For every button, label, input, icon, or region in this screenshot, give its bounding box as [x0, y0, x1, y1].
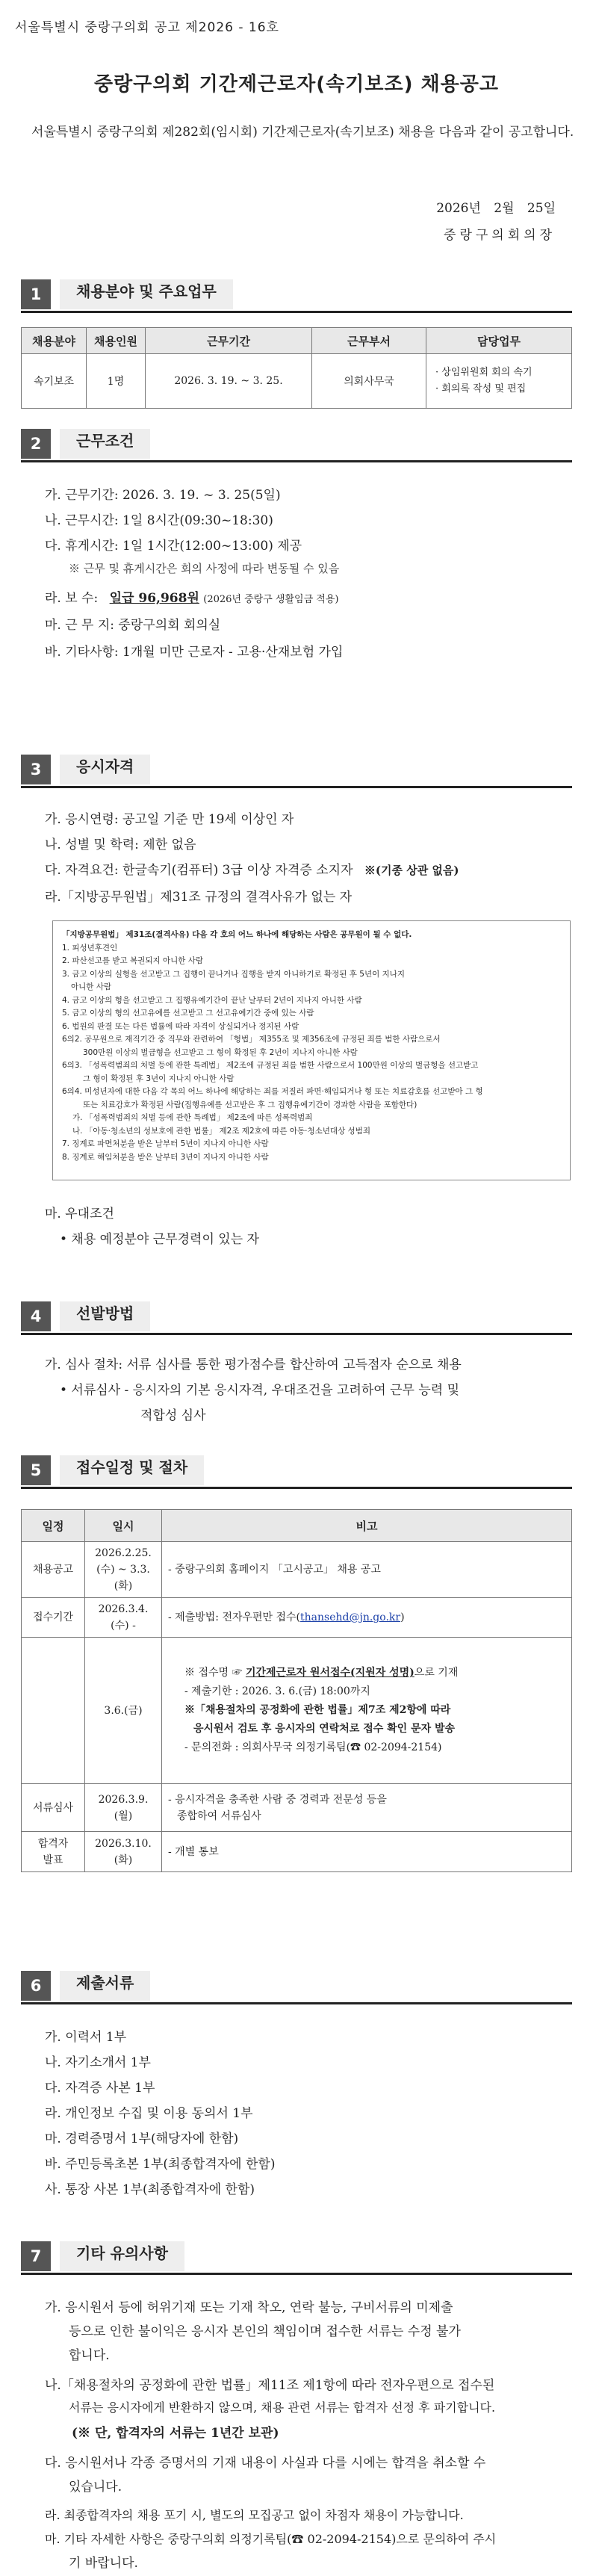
table-row [22, 1598, 572, 1638]
table-cell: 2026.3.10.(화) [85, 1832, 162, 1872]
contact-phone: - 문의전화 : 의회사무국 의정기록팀(☎ 02-2094-2154) [184, 1741, 442, 1753]
box-line: 4. 금고 이상의 형을 선고받고 그 집행유예기간이 끝난 날부터 2년이 지나지 아니한 사람 [62, 995, 362, 1005]
issuer: 중랑구의회의장 [444, 228, 556, 243]
section-divider [21, 1333, 572, 1335]
box-line: 6. 법원의 판결 또는 다른 법률에 따라 자격이 상실되거나 정지된 사람 [62, 1021, 299, 1031]
box-line: 6의3. 「성폭력범죄의 처벌 등에 관한 특례법」 제2조에 규정된 죄를 범한 사람으로서 100만원 이상의 벌금형을 선고받고 [62, 1061, 479, 1070]
section-title: 근무조건 [60, 429, 150, 459]
note-item: 마. 기타 자세한 사항은 중랑구의회 의정기록팀(☎ 02-2094-2154)으로 문의하여 주시 [45, 2532, 497, 2546]
note-item: 라. 최종합격자의 채용 포기 시, 별도의 모집공고 없이 차점자 채용이 가능합니다. [45, 2508, 464, 2522]
box-line: 나. 「아동·청소년의 성보호에 관한 법률」 제2조 제2호에 따른 아동·청소년대상 성범죄 [72, 1126, 370, 1136]
table-header-row [22, 1510, 572, 1542]
table-cell [162, 1638, 572, 1784]
selection-bullet: • 서류심사 - 응시자의 기본 응시자격, 우대조건을 고려하여 근무 능력 및 [60, 1383, 460, 1398]
table-cell: 접수기간 [22, 1598, 85, 1638]
section-divider [21, 2273, 572, 2275]
section-number: 2 [21, 429, 51, 459]
qualification-gender: 나. 성별 및 학력: 제한 없음 [45, 837, 196, 852]
table-cell: 1명 [87, 354, 146, 409]
table-cell: 채용공고 [22, 1542, 85, 1598]
selection-procedure: 가. 심사 절차: 서류 심사를 통한 평가점수를 합산하여 고득점자 순으로 채용 [45, 1357, 462, 1372]
section-title: 제출서류 [60, 1971, 150, 2001]
table-row [22, 354, 572, 409]
law-note-cont: 응시원서 검토 후 응시자의 연락처로 접수 확인 문자 발송 [193, 1723, 456, 1735]
condition-etc: 바. 기타사항: 1개월 미만 근로자 - 고용·산재보험 가입 [45, 645, 344, 660]
schedule-table [21, 1509, 572, 1872]
section-number: 6 [21, 1971, 51, 2001]
license-note: ※(기종 상관 없음) [364, 864, 459, 877]
license-text: 다. 자격요건: 한글속기(컴퓨터) 3급 이상 자격증 소지자 [45, 863, 353, 878]
box-line: 아니한 사람 [71, 982, 112, 991]
box-line: 300만원 이상의 벌금형을 선고받고 그 형이 확정된 후 2년이 지나지 아니한 사람 [83, 1047, 358, 1057]
recruitment-table [21, 327, 572, 409]
section-header-6 [21, 1971, 572, 2004]
qualification-disqualification: 라.「지방공무원법」제31조 규정의 결격사유가 없는 자 [45, 890, 353, 905]
pay-label: 라. 보 수: [45, 591, 99, 606]
table-header: 비고 [162, 1510, 572, 1542]
section-divider [21, 2002, 572, 2004]
document-item: 라. 개인정보 수집 및 이용 동의서 1부 [45, 2106, 253, 2121]
box-line: 7. 징계로 파면처분을 받은 날부터 5년이 지나지 아니한 사람 [62, 1139, 269, 1148]
table-row [22, 1638, 572, 1784]
condition-note: ※ 근무 및 휴게시간은 회의 사정에 따라 변동될 수 있음 [69, 562, 340, 575]
document-item: 마. 경력증명서 1부(해당자에 한함) [45, 2131, 239, 2146]
pay-note: (2026년 중랑구 생활임금 적용) [203, 594, 339, 605]
table-header: 담당업무 [426, 328, 572, 354]
section-title: 접수일정 및 절차 [60, 1455, 204, 1485]
step-line: 합격자 [37, 1837, 69, 1850]
note-item: 가. 응시원서 등에 허위기재 또는 기재 착오, 연락 불능, 구비서류의 미제출 [45, 2300, 453, 2315]
box-line: 6의4. 미성년자에 대한 다음 각 목의 어느 하나에 해당하는 죄를 저질러 파면·해임되거나 형 또는 치료감호를 선고받아 그 형 [62, 1087, 483, 1096]
table-cell: 2026. 3. 19. ~ 3. 25. [146, 354, 312, 409]
section-header-5 [21, 1455, 572, 1488]
table-row [22, 1784, 572, 1832]
section-title: 채용분야 및 주요업무 [60, 279, 233, 309]
step-line: 발표 [43, 1854, 63, 1866]
table-cell [162, 1598, 572, 1638]
table-row [22, 1832, 572, 1872]
deadline: - 제출기한 : 2026. 3. 6.(금) 18:00까지 [184, 1685, 370, 1697]
table-header: 근무부서 [312, 328, 426, 354]
table-cell: 속기보조 [22, 354, 87, 409]
table-cell: 3.6.(금) [85, 1638, 162, 1784]
section-number: 5 [21, 1455, 51, 1485]
document-item: 가. 이력서 1부 [45, 2030, 127, 2045]
notice-number: 서울특별시 중랑구의회 공고 제2026 - 16호 [15, 20, 279, 35]
table-cell [162, 1784, 572, 1832]
section-header-7 [21, 2241, 572, 2274]
table-cell: 서류심사 [22, 1784, 85, 1832]
qualification-license [45, 859, 459, 878]
note-item-cont: 기 바랍니다. [69, 2556, 138, 2571]
box-line: 5. 금고 이상의 형의 선고유예를 선고받고 그 선고유예기간 중에 있는 사람 [62, 1009, 314, 1018]
page-title: 중랑구의회 기간제근로자(속기보조) 채용공고 [93, 73, 500, 96]
notice-date: 2026년 2월 25일 [436, 201, 556, 216]
submit-method-end: ) [400, 1611, 405, 1623]
section-divider [21, 311, 572, 313]
section-divider [21, 786, 572, 788]
table-cell: - 중랑구의회 홈페이지 「고시공고」 채용 공고 [162, 1542, 572, 1598]
table-cell: 의회사무국 [312, 354, 426, 409]
document-item: 바. 주민등록초본 1부(최종합격자에 한함) [45, 2157, 276, 2172]
section-divider [21, 1487, 572, 1489]
table-header: 채용인원 [87, 328, 146, 354]
note-item-cont: 있습니다. [69, 2480, 122, 2495]
section-title: 기타 유의사항 [60, 2241, 184, 2271]
document-item: 나. 자기소개서 1부 [45, 2055, 151, 2070]
note-item-cont: 합니다. [69, 2348, 110, 2363]
condition-period: 가. 근무기간: 2026. 3. 19. ~ 3. 25(5일) [45, 488, 281, 503]
table-header-row [22, 328, 572, 354]
box-line: 1. 피성년후견인 [62, 943, 118, 953]
submit-method: - 제출방법: 전자우편만 접수( [168, 1611, 301, 1623]
selection-bullet-cont: 적합성 심사 [140, 1408, 206, 1423]
table-cell: 2026.2.25.(수) ~ 3.3.(화) [85, 1542, 162, 1598]
note-item: 나.「채용절차의 공정화에 관한 법률」제11조 제1항에 따라 전자우편으로 접수된 [45, 2378, 495, 2393]
box-line: 8. 징계로 해임처분을 받은 날부터 3년이 지나지 아니한 사람 [62, 1152, 269, 1162]
section-header-3 [21, 755, 572, 787]
condition-pay [45, 587, 339, 606]
note-item: 다. 응시원서나 각종 증명서의 기재 내용이 사실과 다를 시에는 합격을 취소할 수 [45, 2456, 486, 2471]
note-item-cont: 서류는 응시자에게 반환하지 않으며, 채용 관련 서류는 합격자 선정 후 파기합니다. [69, 2400, 496, 2415]
section-number: 3 [21, 755, 51, 784]
table-header: 일시 [85, 1510, 162, 1542]
section-divider [21, 460, 572, 462]
table-cell: - 개별 통보 [162, 1832, 572, 1872]
email-link[interactable]: thansehd@jn.go.kr [300, 1611, 401, 1623]
pay-value: 일급 96,968원 [109, 591, 199, 606]
box-line: 6의2. 공무원으로 재직기간 중 직무와 관련하여 「형법」 제355조 및 제356조에 규정된 죄를 범한 사람으로서 [62, 1035, 441, 1044]
box-line: 3. 금고 이상의 실형을 선고받고 그 집행이 끝나거나 집행을 받지 아니하기로 확정된 후 5년이 지나지 [62, 969, 406, 979]
table-cell: 2026.3.4.(수) - [85, 1598, 162, 1638]
law-note: ※「채용절차의 공정화에 관한 법률」제7조 제2항에 따라 [184, 1704, 451, 1716]
submit-note: ※ 접수명 ☞ 기간제근로자 원서접수(지원자 성명)으로 기재 [184, 1667, 459, 1679]
section-number: 1 [21, 279, 51, 309]
table-row [22, 1542, 572, 1598]
box-line: 그 형이 확정된 후 3년이 지나지 아니한 사람 [83, 1074, 235, 1083]
document-item: 사. 통장 사본 1부(최종합격자에 한함) [45, 2182, 255, 2197]
table-header: 근무기간 [146, 328, 312, 354]
box-line: 또는 치료감호가 확정된 사람(집행유예를 선고받은 후 그 집행유예기간이 경과한 사람을 포함한다) [83, 1100, 417, 1109]
box-line: 가. 「성폭력범죄의 처벌 등에 관한 특례법」 제2조에 따른 성폭력범죄 [72, 1113, 313, 1122]
table-cell: 2026.3.9.(월) [85, 1784, 162, 1832]
section-header-2 [21, 429, 572, 462]
table-cell [22, 1832, 85, 1872]
submit-name-format: 기간제근로자 원서접수(지원자 성명) [245, 1667, 415, 1679]
duty-item: · 상임위원회 회의 속기 [435, 367, 533, 378]
note-item-bold: (※ 단, 합격자의 서류는 1년간 보관) [72, 2426, 279, 2441]
condition-hours: 나. 근무시간: 1일 8시간(09:30~18:30) [45, 513, 273, 528]
intro-text: 서울특별시 중랑구의회 제282회(임시회) 기간제근로자(속기보조) 채용을 다음과 같이 공고합니다. [31, 125, 574, 140]
document-item: 다. 자격증 사본 1부 [45, 2081, 155, 2096]
section-title: 응시자격 [60, 755, 150, 784]
box-line: 2. 파산선고를 받고 복권되지 아니한 사람 [62, 956, 203, 965]
note-item-cont: 등으로 인한 불이익은 응시자 본인의 책임이며 접수한 서류는 수정 불가 [69, 2324, 461, 2339]
box-line: 「지방공무원법」 제31조(결격사유) 다음 각 호의 어느 하나에 해당하는 사람은 공무원이 될 수 없다. [62, 930, 412, 939]
condition-break: 다. 휴게시간: 1일 1시간(12:00~13:00) 제공 [45, 539, 302, 554]
section-number: 7 [21, 2241, 51, 2271]
qualification-age: 가. 응시연령: 공고일 기준 만 19세 이상인 자 [45, 812, 294, 827]
section-number: 4 [21, 1301, 51, 1331]
screening-note: - 응시자격을 충족한 사람 중 경력과 전문성 등을 [168, 1793, 387, 1806]
section-header-4 [21, 1301, 572, 1334]
table-cell [22, 1638, 85, 1784]
disqualification-box [52, 920, 571, 1180]
table-header: 채용분야 [22, 328, 87, 354]
preference-bullet: • 채용 예정분야 근무경력이 있는 자 [60, 1232, 259, 1247]
section-title: 선발방법 [60, 1301, 150, 1331]
section-header-1 [21, 279, 572, 312]
duty-item: · 회의록 작성 및 편집 [435, 383, 527, 394]
screening-note-cont: 종합하여 서류심사 [177, 1809, 261, 1822]
condition-location: 마. 근 무 지: 중랑구의회 회의실 [45, 618, 221, 633]
qualification-preference: 마. 우대조건 [45, 1207, 114, 1222]
table-header: 일정 [22, 1510, 85, 1542]
table-cell [426, 354, 572, 409]
